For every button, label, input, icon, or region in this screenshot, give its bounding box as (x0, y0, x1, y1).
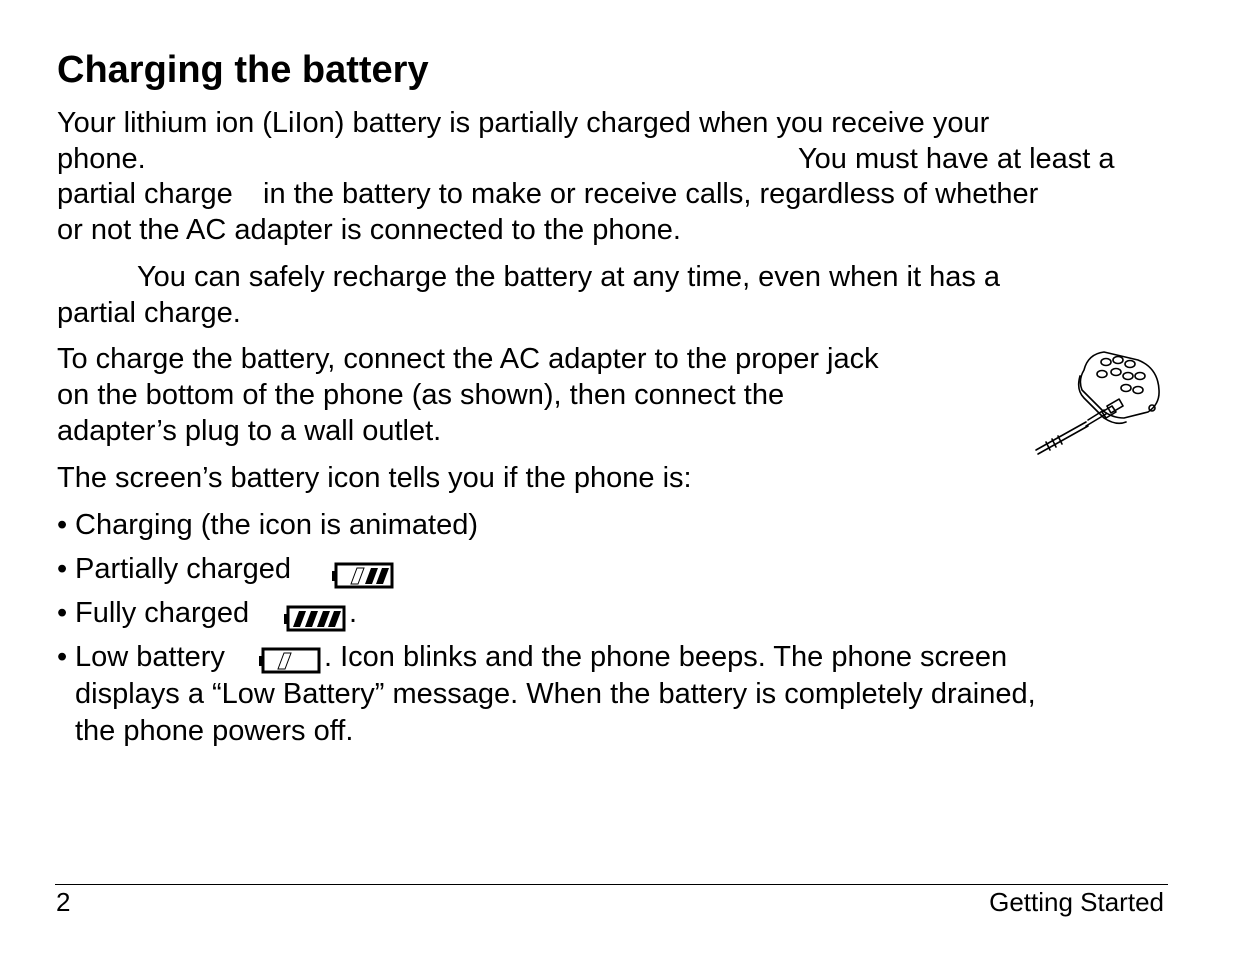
page-heading: Charging the battery (57, 49, 429, 91)
bullet-charging: Charging (the icon is animated) (75, 509, 478, 541)
para3-line1: To charge the battery, connect the AC adapter to the proper jack (57, 343, 879, 375)
footer-rule (55, 884, 1168, 885)
para1-line3b: in the battery to make or receive calls, regardless of whether (263, 178, 1039, 210)
phone-charger-icon (1028, 346, 1168, 458)
para1-line1: Your lithium ion (LiIon) battery is partially charged when you receive your (57, 107, 990, 139)
battery-full-icon (283, 604, 347, 634)
bullet-dot: • (57, 553, 68, 585)
bullet-full: Fully charged (75, 597, 250, 629)
bullet-low-line3: the phone powers off. (75, 715, 354, 747)
para3-line3: adapter’s plug to a wall outlet. (57, 415, 442, 447)
para2-line2: partial charge. (57, 297, 241, 329)
para1-line4: or not the AC adapter is connected to the phone. (57, 214, 681, 246)
para3-line2: on the bottom of the phone (as shown), then connect the (57, 379, 785, 411)
bullet-dot: • (57, 641, 68, 673)
bullet-low: Low battery (75, 641, 225, 673)
para1-line2a: phone. (57, 143, 146, 175)
para1-line2b: You must have at least a (798, 143, 1115, 175)
bullet-dot: • (57, 509, 68, 541)
section-title: Getting Started (989, 887, 1164, 917)
page-number: 2 (56, 887, 71, 917)
battery-partial-icon (331, 561, 395, 591)
bullet-partial: Partially charged (75, 553, 291, 585)
para1-line3a: partial charge (57, 178, 233, 210)
bullet-low-rest: . Icon blinks and the phone beeps. The phone screen (324, 641, 1008, 673)
para2-line1: You can safely recharge the battery at any time, even when it has a (137, 261, 1001, 293)
battery-low-icon (258, 646, 322, 676)
para4: The screen’s battery icon tells you if the phone is: (57, 462, 692, 494)
bullet-full-period: . (349, 597, 358, 629)
bullet-dot: • (57, 597, 68, 629)
bullet-low-line2: displays a “Low Battery” message. When the battery is completely drained, (75, 678, 1036, 710)
